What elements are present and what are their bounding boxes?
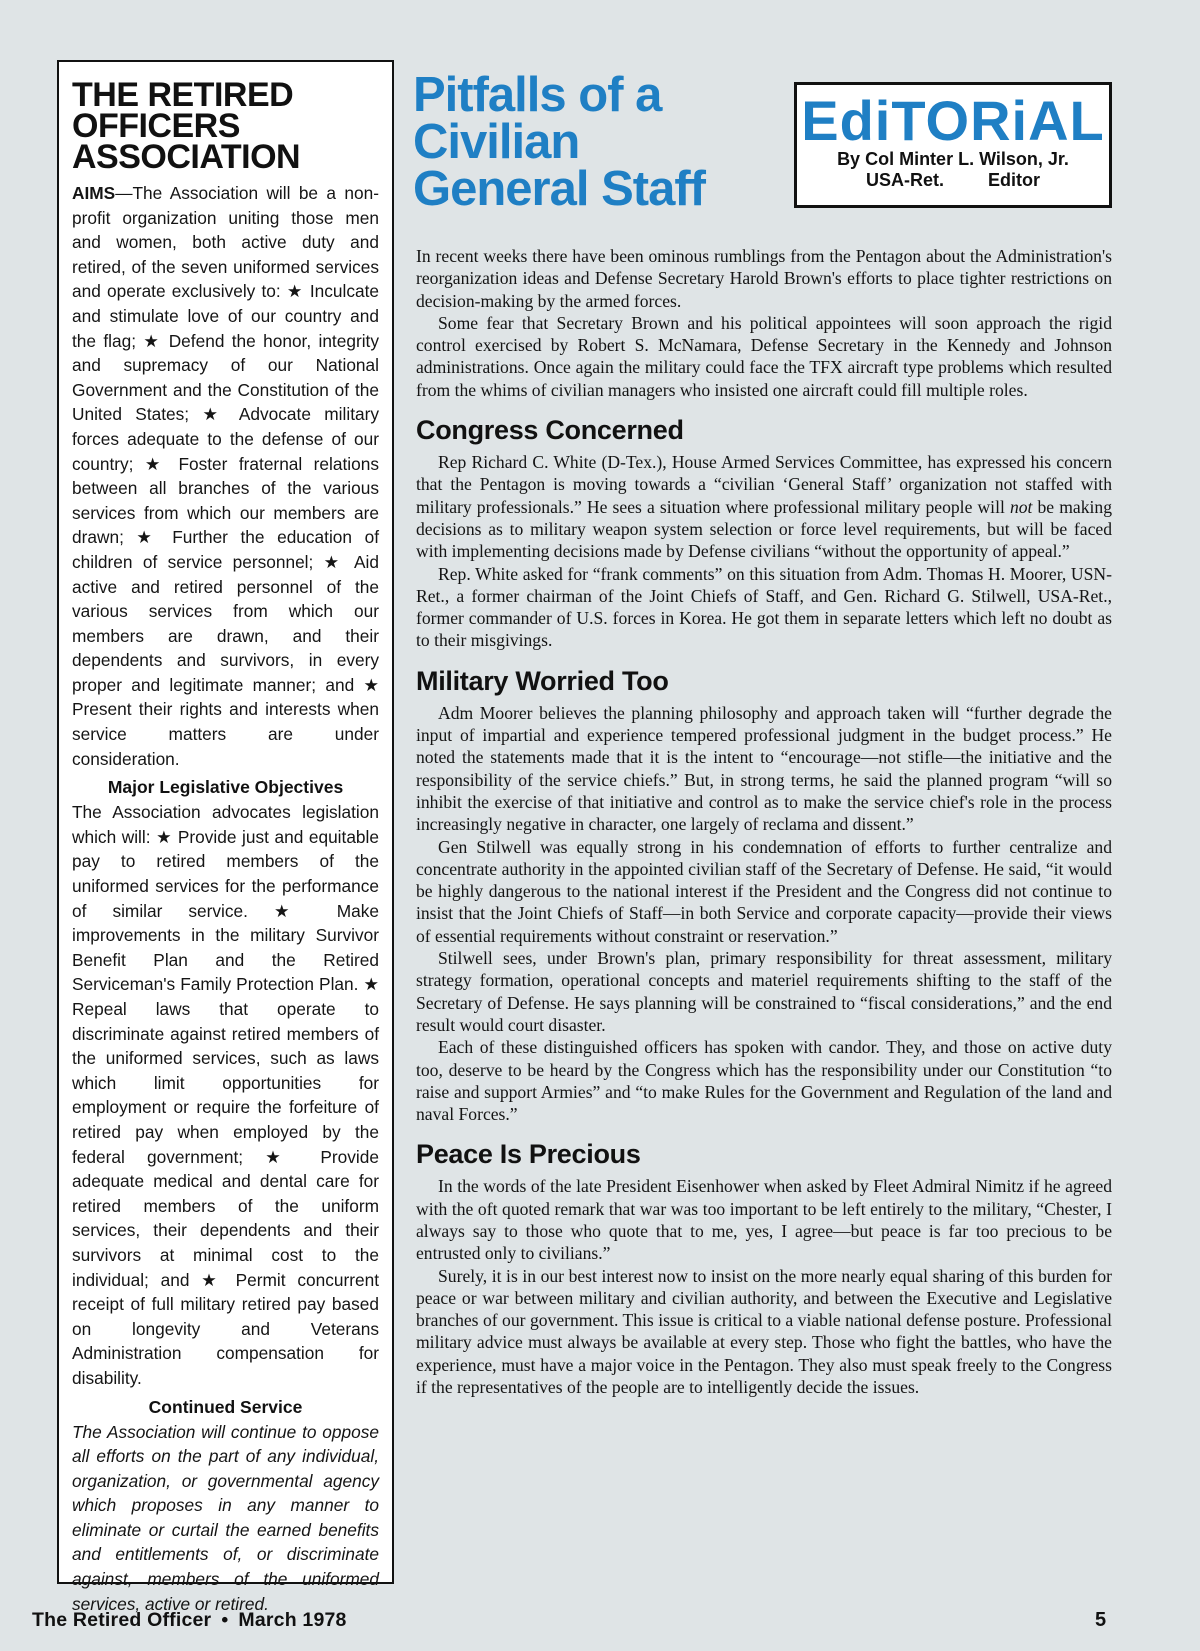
editorial-byline [797, 149, 1109, 191]
page-number: 5 [1095, 1609, 1107, 1631]
aims-label: AIMS [72, 183, 116, 203]
association-title-line: ASSOCIATION [72, 138, 301, 176]
article-body [416, 245, 1112, 1398]
association-title [72, 76, 379, 176]
association-title-line: OFFICERS [72, 107, 240, 145]
running-footer [32, 1609, 347, 1632]
headline-line: General Staff [413, 162, 705, 216]
article-paragraph: In recent weeks there have been ominous rumblings from the Pentagon about the Administration's reorganization ideas and Defense Secretary Harold Brown's efforts to place tighter restrictions on decision-making by the armed forces. [416, 246, 1112, 311]
text-run: Rep Richard C. White (D-Tex.), House Armed Services Committee, has expressed his concern that the Pentagon is moving towards a “civilian ‘General Staff’ organization not staffed with military professionals.” He sees a situation where professional military people will [416, 452, 1112, 517]
editorial-logo: EdiTORiAL [801, 89, 1105, 152]
association-sidebar [57, 60, 394, 1614]
byline-author: By Col Minter L. Wilson, Jr. [837, 149, 1069, 169]
editorial-box [794, 82, 1112, 208]
article-paragraph: Gen Stilwell was equally strong in his condemnation of efforts to further centralize and concentrate authority in the appointed civilian staff of the Secretary of Defense. He said, “it would be highly dangerous to the national interest if the President and the Congress did not continue to insist that the Joint Chiefs of Staff—in both Service and corporate capacity—provide their views of essential requirements without constraint or reservation.” [416, 836, 1112, 946]
article-paragraph [416, 451, 1112, 562]
section-heading: Congress Concerned [416, 415, 684, 446]
continued-service-heading: Continued Service [148, 1396, 303, 1417]
aims-paragraph [72, 181, 379, 771]
article-paragraph: Adm Moorer believes the planning philosophy and approach taken will “further degrade the input of impartial and experience tempered professional judgment in the budget process.” He noted the statements made that it is the intent to “encourage—not stifle—the initiative and the responsibility of the service chiefs.” But, in strong terms, he said the planned program “will so inhibit the exercise of that initiative and control as to make the service chief's role in the process increasingly negative in character, one largely of reclama and dissent.” [416, 702, 1112, 835]
objectives-paragraph: The Association advocates legislation which will: ★ Provide just and equitable pay to retired members of the uniformed services for the performance of similar service. ★ Make improvements in the military Survivor Benefit Plan and the Retired Serviceman's Family Protection Plan. ★ Repeal laws that operate to discriminate against retired members of the uniformed services, such as laws which limit opportunities for employment or require the forfeiture of retired pay when employed by the federal government; ★ Provide adequate medical and dental care for retired members of the uniform services, their dependents and their survivors at minimal cost to the individual; and ★ Permit concurrent receipt of full military retired pay based on longevity and Veterans Administration compensation for disability. [72, 802, 379, 1388]
byline-rank: USA-Ret. [865, 170, 944, 190]
article-paragraph: In the words of the late President Eisenhower when asked by Fleet Admiral Nimitz if he agreed with the oft quoted remark that war was too important to be left entirely to the military, “Chester, I always say to those who quote that to me, yes, I agree—but peace is far too precious to be entrusted only to civilians.” [416, 1176, 1112, 1264]
objectives-heading: Major Legislative Objectives [107, 777, 344, 798]
issue-date: March 1978 [238, 1609, 347, 1631]
aims-text: —The Association will be a non-profit organization uniting those men and women, both active duty and retired, of the seven uniformed services and operate exclusively to: ★ Inculcate and stimulate love of our country and the flag; ★ Defend the honor, integrity and supremacy of our National Government and the Constitution of the United States; ★ Advocate military forces adequate to the defense of our country; ★ Foster fraternal relations between all branches of the various services from which our members are drawn; ★ Further the education of children of service personnel; ★ Aid active and retired personnel of the various services from which our members are drawn, and their dependents and survivors, in every proper and legitimate manner; and ★ Present their rights and interests when service matters are under consideration. [72, 183, 379, 769]
emphasis-text: not [1009, 496, 1033, 517]
article-paragraph: Rep. White asked for “frank comments” on this situation from Adm. Thomas H. Moorer, USN-Ret., a former chairman of the Joint Chiefs of Staff, and Gen. Richard G. Stilwell, USA-Ret., former commander of U.S. forces in Korea. He got them in separate letters which left no doubt as to their misgivings. [416, 563, 1112, 651]
text-run: be making decisions as to military weapon system selection or force level requirements, but will be faced with implementing decisions made by Defense civilians “without the opportunity of appeal.” [416, 496, 1112, 562]
continued-service-paragraph: The Association will continue to oppose all efforts on the part of any individual, organization, or governmental agency which proposes in any manner to eliminate or curtail the earned benefits and entitlements of, or discriminate against, members of the uniformed services, active or retired. [72, 1421, 379, 1614]
article-paragraph: Each of these distinguished officers has spoken with candor. They, and those on active duty too, deserve to be heard by the Congress which has the responsibility under our Constitution “to raise and support Armies” and “to make Rules for the Government and Regulation of the land and naval Forces.” [416, 1037, 1112, 1125]
byline-role: Editor [988, 170, 1040, 190]
headline-line: Civilian [413, 115, 580, 169]
headline-line: Pitfalls of a [413, 68, 662, 122]
association-title-line: THE RETIRED [72, 76, 294, 114]
article-paragraph: Some fear that Secretary Brown and his political appointees will soon approach the rigid control exercised by Robert S. McNamara, Defense Secretary in the Kennedy and Johnson administrations. Once again the military could face the TFX aircraft type problems which resulted from the whims of civilian managers who insisted one aircraft could fill multiple roles. [416, 312, 1112, 400]
article-headline [413, 68, 753, 216]
section-heading: Peace Is Precious [416, 1139, 641, 1170]
article-paragraph: Surely, it is in our best interest now to insist on the more nearly equal sharing of this burden for peace or war between military and civilian authority, and between the Executive and Legislative branches of our government. This issue is critical to a viable national defense posture. Professional military advice must always be available at every step. Those who fight the battles, who have the experience, must have a major voice in the Pentagon. They also must speak freely to the Congress if the representatives of the people are to intelligently decide the issues. [416, 1265, 1112, 1398]
article-paragraph: Stilwell sees, under Brown's plan, primary responsibility for threat assessment, military strategy formation, operational concepts and materiel requirements shifting to the staff of the Secretary of Defense. He says planning will be constrained to “fiscal considerations,” and the end result would court disaster. [416, 948, 1112, 1035]
footer-separator: • [221, 1609, 229, 1631]
byline-row [797, 170, 1109, 191]
section-heading: Military Worried Too [416, 665, 669, 696]
publication-name: The Retired Officer [32, 1609, 212, 1631]
